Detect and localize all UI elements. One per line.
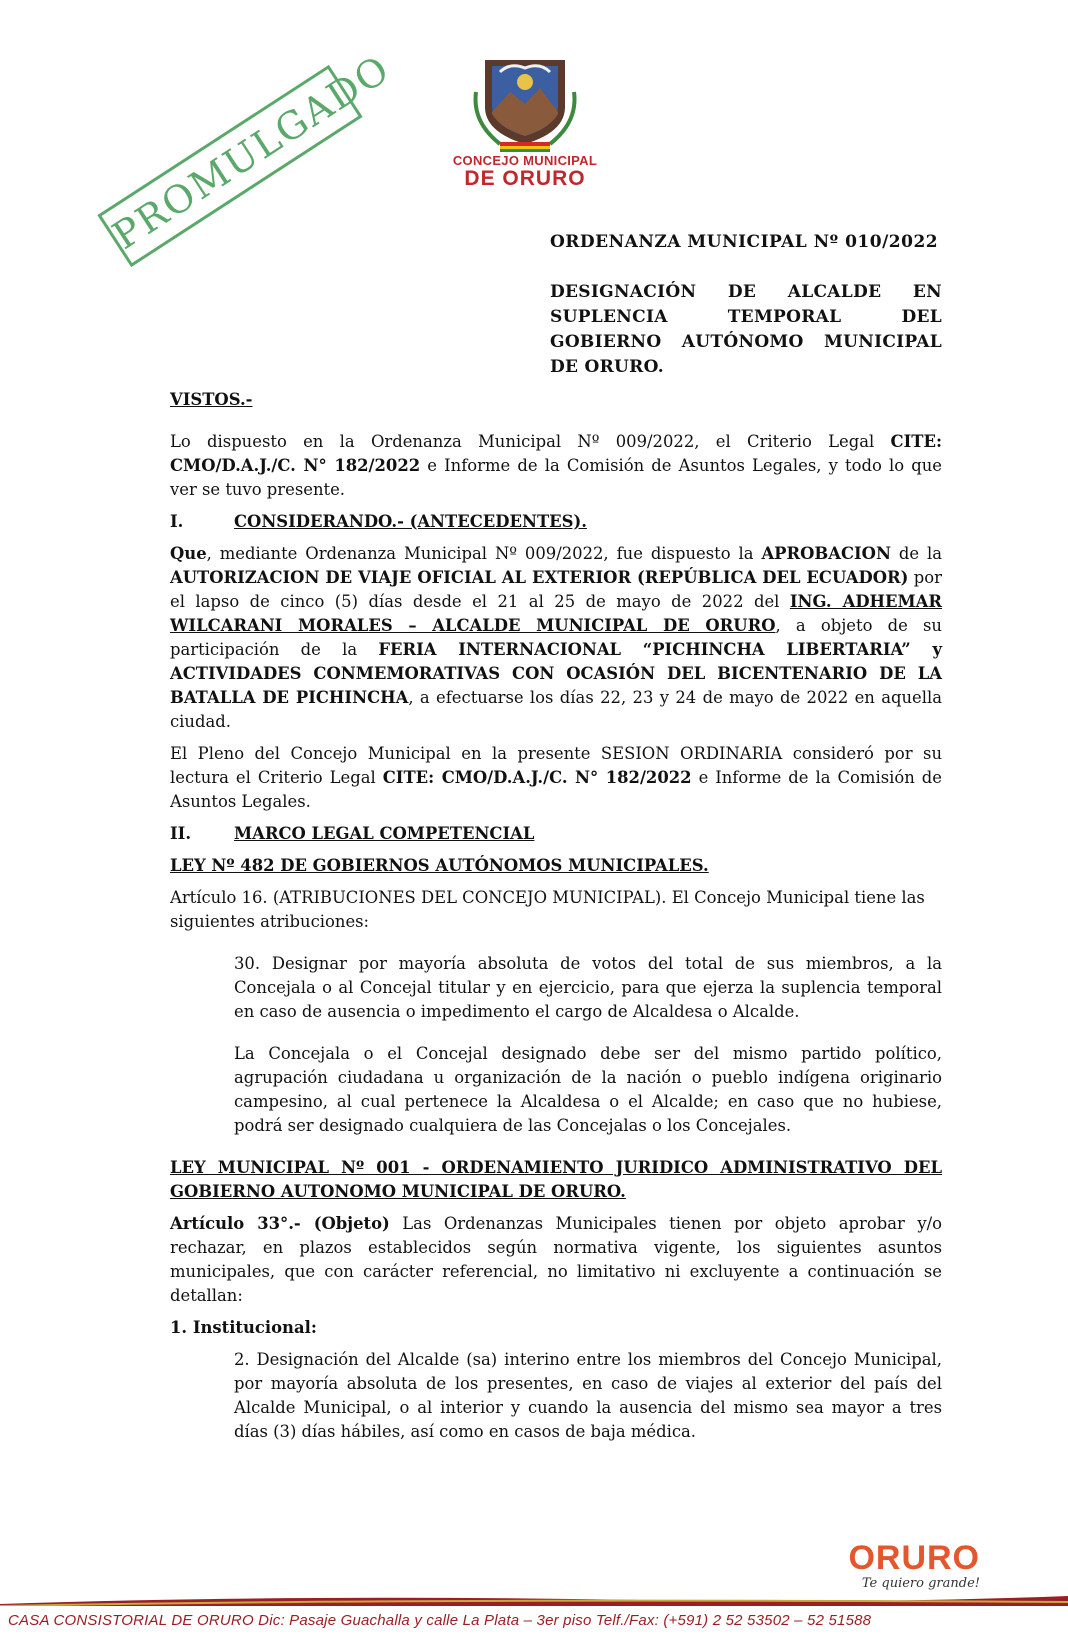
vistos-paragraph: Lo dispuesto en la Ordenanza Municipal Nº 009/2022, el Criterio Legal CITE: CMO/D.A.J./C. N° 182/2022 e Informe de la Comisión de Asuntos Legales, y todo lo que ver se tuvo presente.	[170, 432, 942, 499]
law-municipal-001-article-33: Artículo 33°.- (Objeto) Las Ordenanzas Municipales tienen por objeto aprobar y/o rechazar, en plazos establecidos según normativa vigente, los siguientes asuntos municipales, que con carácter referencial, no limitativo ni excluyente a continuación se detallan:	[170, 1214, 942, 1305]
oruro-logo	[848, 1540, 980, 1591]
law-482-heading: LEY Nº 482 DE GOBIERNOS AUTÓNOMOS MUNICIPALES.	[170, 856, 709, 875]
oruro-slogan: Te quiero grande!	[861, 1576, 980, 1591]
law-482-article-16: Artículo 16. (ATRIBUCIONES DEL CONCEJO MUNICIPAL). El Concejo Municipal tiene las siguientes atribuciones:	[170, 888, 925, 931]
law-482-item-30: 30. Designar por mayoría absoluta de votos del total de sus miembros, a la Concejala o al Concejal titular y en ejercicio, para que ejerza la suplencia temporal en caso de ausencia o impedimento el cargo de Alcaldesa o Alcalde.	[234, 954, 942, 1021]
marco-legal-heading: II. MARCO LEGAL COMPETENCIAL	[170, 824, 535, 843]
council-name-line1: CONCEJO MUNICIPAL	[452, 153, 598, 168]
ordinance-subject: DESIGNACIÓN DE ALCALDE EN SUPLENCIA TEMPORAL DEL GOBIERNO AUTÓNOMO MUNICIPAL DE ORURO.	[550, 282, 942, 377]
promulgado-stamp: PROMULGADO	[97, 65, 362, 267]
ordinance-title-block	[550, 232, 942, 380]
institucional-section: 1. Institucional:	[170, 1318, 317, 1337]
footer-decorative-band	[0, 1592, 1068, 1606]
law-municipal-001-item-2: 2. Designación del Alcalde (sa) interino entre los miembros del Concejo Municipal, por mayoría absoluta de los presentes, en caso de viajes al exterior del país del Alcalde Municipal, o al interior y cuando la ausencia del mismo sea mayor a tres días (3) días hábiles, así como en casos de baja médica.	[234, 1350, 942, 1441]
ordinance-number: ORDENANZA MUNICIPAL Nº 010/2022	[550, 232, 939, 252]
considerando-paragraph-1: Que, mediante Ordenanza Municipal Nº 009/2022, fue dispuesto la APROBACION de la AUTORIZACION DE VIAJE OFICIAL AL EXTERIOR (REPÚBLICA DEL ECUADOR) por el lapso de cinco (5) días desde el 21 al 25 de mayo de 2022 del ING. ADHEMAR WILCARANI MORALES – ALCALDE MUNICIPAL DE ORURO, a objeto de su participación de la FERIA INTERNACIONAL “PICHINCHA LIBERTARIA” y ACTIVIDADES CONMEMORATIVAS CON OCASIÓN DEL BICENTENARIO DE LA BATALLA DE PICHINCHA, a efectuarse los días 22, 23 y 24 de mayo de 2022 en aquella ciudad.	[170, 544, 943, 731]
law-municipal-001-heading: LEY MUNICIPAL Nº 001 - ORDENAMIENTO JURIDICO ADMINISTRATIVO DEL GOBIERNO AUTONOMO MUNICIPAL DE ORURO.	[170, 1158, 942, 1201]
footer-address: CASA CONSISTORIAL DE ORURO Dic: Pasaje Guachalla y calle La Plata – 3er piso Telf./Fax: (+591) 2 52 53502 – 52 51588	[8, 1612, 872, 1629]
law-482-item-30-continued: La Concejala o el Concejal designado debe ser del mismo partido político, agrupación ciudadana u organización de la nación o pueblo indígena originario campesino, al cual pertenece la Alcaldesa o el Alcalde; en caso que no hubiese, podrá ser designado cualquiera de las Concejalas o los Concejales.	[234, 1044, 942, 1135]
council-header	[440, 50, 610, 190]
considerando-paragraph-2: El Pleno del Concejo Municipal en la presente SESION ORDINARIA consideró por su lectura el Criterio Legal CITE: CMO/D.A.J./C. N° 182/2022 e Informe de la Comisión de Asuntos Legales.	[170, 744, 942, 811]
considerando-heading: I. CONSIDERANDO.- (ANTECEDENTES).	[170, 512, 587, 531]
oruro-logo-word: ORURO	[848, 1539, 980, 1577]
document-body	[170, 388, 942, 1452]
vistos-heading: VISTOS.-	[170, 390, 253, 409]
council-name-line2: DE ORURO	[464, 167, 586, 190]
